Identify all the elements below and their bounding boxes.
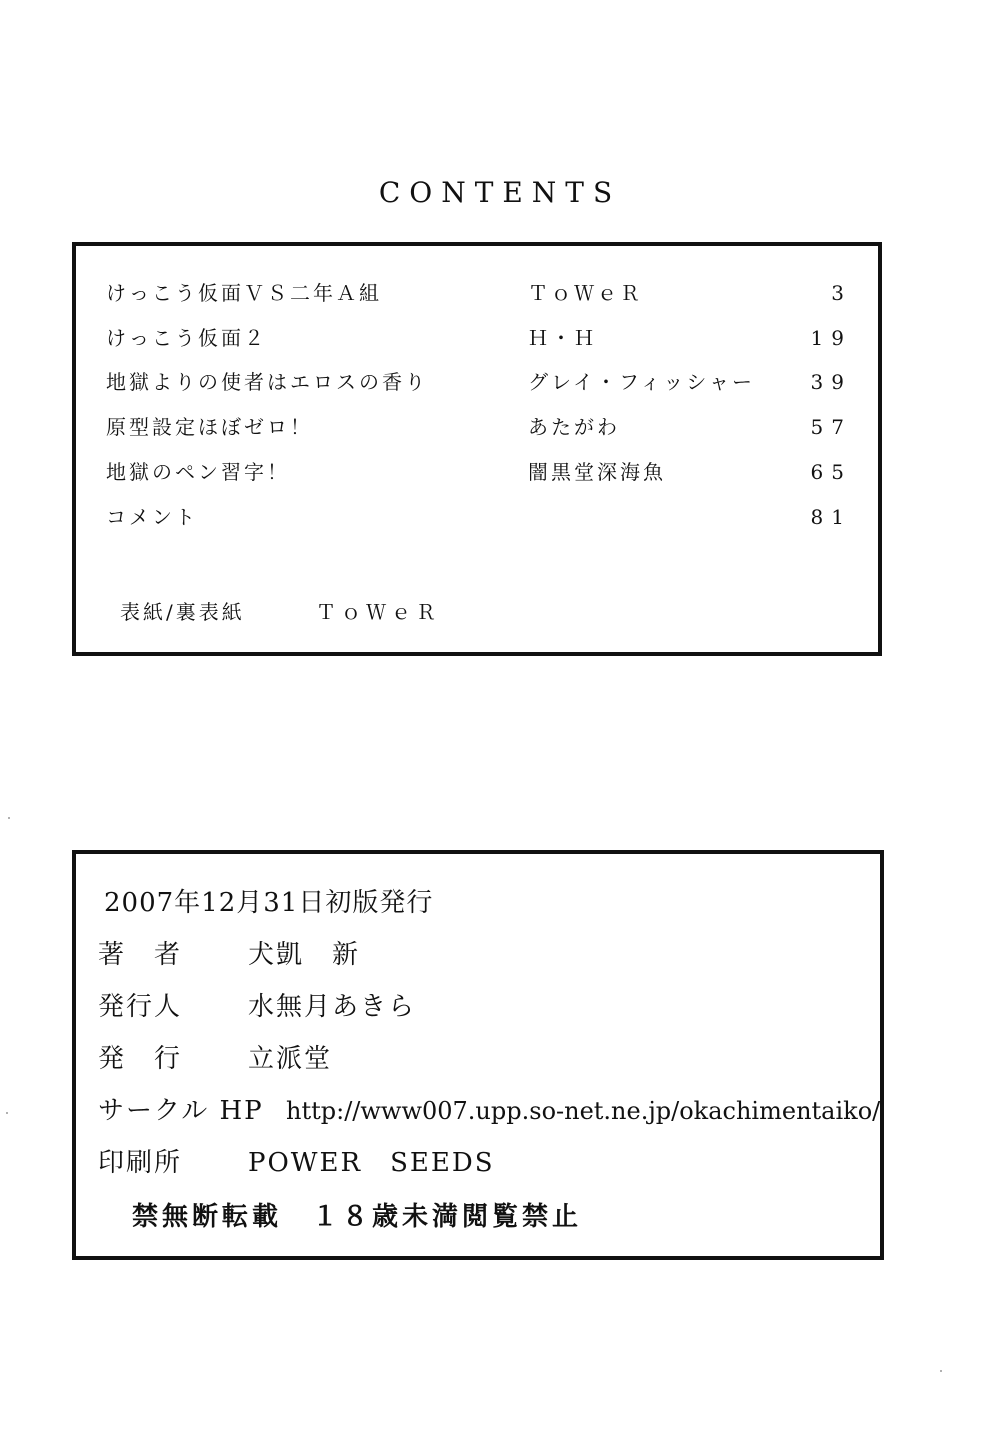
toc-entry	[76, 323, 878, 353]
table-of-contents	[72, 242, 882, 656]
toc-entry-page: 3	[831, 281, 852, 305]
scan-speck	[8, 817, 10, 819]
toc-entry-author: Ｈ・Ｈ	[528, 326, 597, 350]
scan-speck	[6, 1112, 8, 1114]
toc-entry-page: 57	[810, 415, 852, 439]
author-label: 著者	[98, 940, 211, 970]
toc-entry-author: あたがわ	[528, 415, 620, 439]
publisher-person-label: 発行人	[98, 992, 183, 1022]
circle-hp-label: サークル HP	[98, 1096, 264, 1126]
toc-entry	[76, 457, 878, 487]
colophon	[72, 850, 884, 1260]
age-restriction-notice: １８歳未満閲覧禁止	[312, 1202, 583, 1232]
toc-entry	[76, 278, 878, 308]
toc-entry-title: けっこう仮面２	[106, 326, 267, 350]
restriction-notice	[132, 1196, 582, 1233]
cover-credit-label: 表紙/裏表紙	[120, 600, 245, 624]
toc-entry-author: ＴｏＷｅＲ	[528, 281, 643, 305]
toc-entry-title: 地獄よりの使者はエロスの香り	[106, 370, 428, 394]
publisher-label: 発行	[98, 1044, 211, 1074]
circle-hp-url: http://www007.upp.so-net.ne.jp/okachimentaiko/	[286, 1097, 881, 1125]
toc-entry-page: 19	[810, 326, 852, 350]
toc-entry-page: 39	[810, 370, 852, 394]
toc-entry-page: 81	[810, 505, 852, 529]
toc-entry	[76, 367, 878, 397]
toc-entry	[76, 502, 878, 532]
publisher-value: 立派堂	[248, 1044, 333, 1074]
contents-heading: CONTENTS	[378, 176, 622, 209]
toc-entry-author: グレイ・フィッシャー	[528, 370, 755, 394]
toc-entry-title: 原型設定ほぼゼロ！	[106, 415, 313, 439]
no-reproduction-notice: 禁無断転載	[132, 1202, 283, 1232]
toc-entry-title: コメント	[106, 505, 198, 529]
publisher-person-value: 水無月あきら	[248, 992, 417, 1022]
scan-speck	[940, 1370, 942, 1372]
publication-date-text: 2007年12月31日初版発行	[104, 888, 434, 918]
toc-entry-title: 地獄のペン習字！	[106, 460, 290, 484]
author-value: 犬凱 新	[248, 940, 361, 970]
toc-entry	[76, 412, 878, 442]
printer-value: POWER SEEDS	[248, 1148, 495, 1178]
toc-entry-author: 闇黒堂深海魚	[528, 460, 666, 484]
printer-label: 印刷所	[98, 1148, 183, 1178]
toc-entry-page: 65	[810, 460, 852, 484]
publication-date	[104, 886, 433, 920]
cover-credit-artist: ＴｏＷｅＲ	[316, 600, 441, 624]
toc-entry-title: けっこう仮面ＶＳ二年Ａ組	[106, 281, 382, 305]
